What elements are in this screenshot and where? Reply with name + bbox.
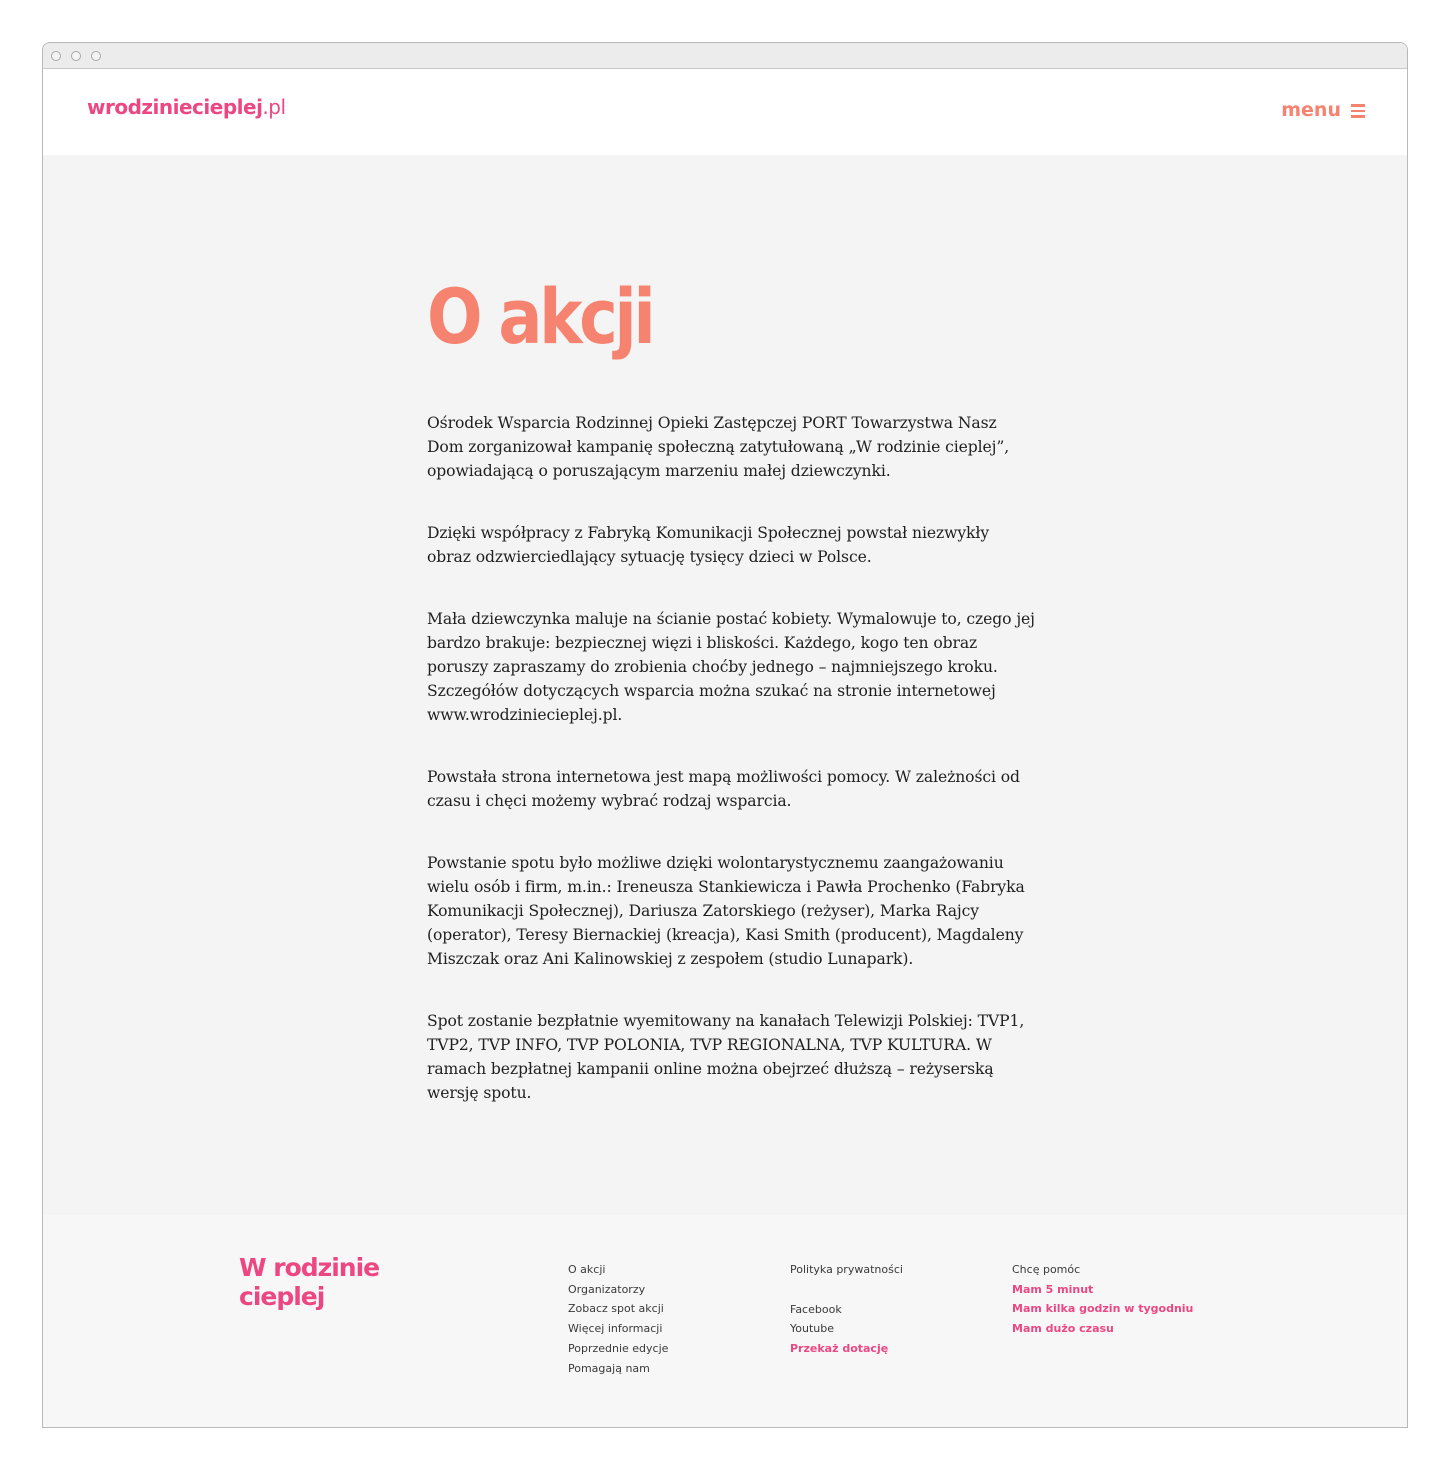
footer-link-mam-kilka-godzin[interactable]: Mam kilka godzin w tygodniu [1012, 1302, 1194, 1316]
page-title: O akcji [427, 272, 653, 361]
footer-spacer [790, 1280, 903, 1300]
footer-link-facebook[interactable]: Facebook [790, 1302, 842, 1316]
footer-link-mam-5-minut[interactable]: Mam 5 minut [1012, 1282, 1094, 1296]
footer-link-przekaz-dotacje[interactable]: Przekaż dotację [790, 1342, 889, 1356]
footer-link-organizatorzy[interactable]: Organizatorzy [568, 1282, 646, 1296]
footer-help-heading: Chcę pomóc [1012, 1263, 1081, 1276]
site-header [43, 69, 1407, 155]
footer-nav-social [790, 1260, 903, 1359]
hamburger-icon [1351, 102, 1365, 118]
paragraph-2: Dzięki współpracy z Fabryką Komunikacji Społecznej powstał niezwykły obraz odzwierciedlający sytuację tysięcy dzieci w Polsce. [427, 524, 990, 566]
site-footer [43, 1215, 1407, 1428]
menu-button[interactable] [1281, 99, 1365, 121]
main-content [427, 272, 1037, 1102]
footer-nav-help [1012, 1260, 1193, 1339]
footer-logo-line-2: cieplej [239, 1282, 325, 1311]
footer-link-wiecej-informacji[interactable]: Więcej informacji [568, 1322, 663, 1336]
footer-logo[interactable] [239, 1253, 379, 1311]
paragraph-5: Powstanie spotu było możliwe dzięki wolontarystycznemu zaangażowaniu wielu osób i firm, m.in.: Ireneusza Stankiewicza i Pawła Prochenko (Fabryka Komunikacji Społecznej), Dariusza Zatorskiego (reżyser), Marka Rajcy (operator), Teresy Biernackiej (kreacja), Kasi Smith (producent), Magdaleny Miszczak oraz Ani Kalinowskiej z zespołem (studio Lunapark). [427, 854, 1025, 968]
logo-tld-text: .pl [262, 95, 286, 119]
footer-link-zobacz-spot[interactable]: Zobacz spot akcji [568, 1302, 664, 1316]
footer-link-mam-duzo-czasu[interactable]: Mam dużo czasu [1012, 1322, 1114, 1336]
browser-chrome [43, 43, 1407, 69]
footer-nav-main [568, 1260, 668, 1378]
window-close-dot[interactable] [51, 51, 61, 61]
footer-link-poprzednie-edycje[interactable]: Poprzednie edycje [568, 1341, 669, 1355]
browser-window [42, 42, 1408, 1428]
paragraph-6: Spot zostanie bezpłatnie wyemitowany na kanałach Telewizji Polskiej: TVP1, TVP2, TVP INFO, TVP POLONIA, TVP REGIONALNA, TVP KULTURA. W ramach bezpłatnej kampanii online można obejrzeć dłuższą – reżyserską wersję spotu. [427, 1012, 1025, 1102]
footer-link-youtube[interactable]: Youtube [790, 1322, 834, 1336]
paragraph-1: Ośrodek Wsparcia Rodzinnej Opieki Zastępczej PORT Towarzystwa Nasz Dom zorganizował kampanię społeczną zatytułowaną „W rodzinie cieplej”, opowiadającą o poruszającym marzeniu małej dziewczynki. [427, 414, 1010, 480]
paragraph-4: Powstała strona internetowa jest mapą możliwości pomocy. W zależności od czasu i chęci możemy wybrać rodzaj wsparcia. [427, 768, 1020, 810]
footer-link-pomagaja-nam[interactable]: Pomagają nam [568, 1361, 650, 1375]
site-logo[interactable] [87, 95, 286, 119]
article-body [427, 411, 1037, 1143]
paragraph-3: Mała dziewczynka maluje na ścianie postać kobiety. Wymalowuje to, czego jej bardzo brakuje: bezpiecznej więzi i bliskości. Każdego, kogo ten obraz poruszy zapraszamy do zrobienia choćby jednego – najmniejszego kroku. Szczegółów dotyczących wsparcia można szukać na stronie internetowej www.wrodziniecieplej.pl. [427, 610, 1035, 724]
footer-logo-line-1: W rodzinie [239, 1253, 380, 1282]
menu-label: menu [1281, 99, 1341, 121]
footer-link-o-akcji[interactable]: O akcji [568, 1263, 606, 1276]
footer-link-polityka-prywatnosci[interactable]: Polityka prywatności [790, 1263, 903, 1276]
window-maximize-dot[interactable] [91, 51, 101, 61]
window-minimize-dot[interactable] [71, 51, 81, 61]
logo-main-text: wrodziniecieplej [87, 95, 263, 119]
